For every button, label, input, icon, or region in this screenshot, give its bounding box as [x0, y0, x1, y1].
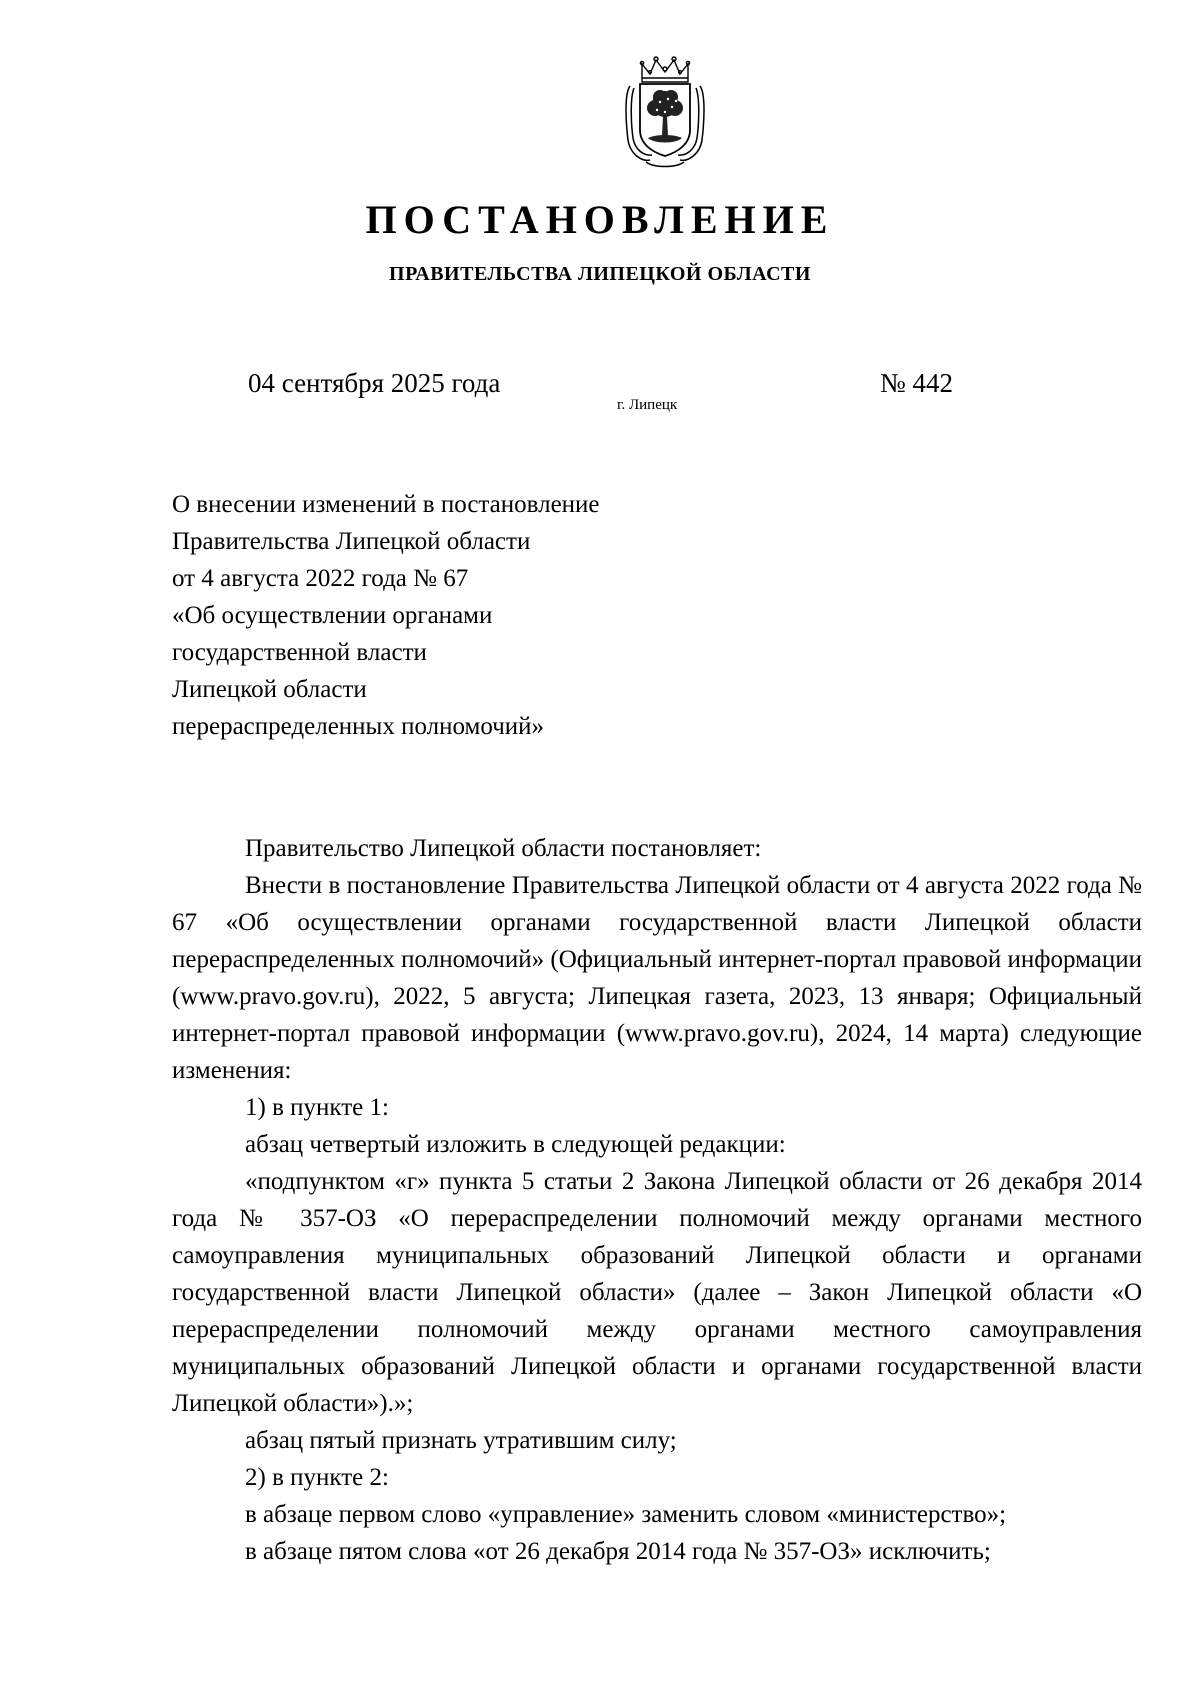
document-title: ПОСТАНОВЛЕНИЕ	[365, 197, 835, 242]
coat-of-arms-emblem	[620, 54, 710, 174]
body-paragraph: в абзаце пятом слова «от 26 декабря 2014 года № 357-ОЗ» исключить;	[245, 1538, 991, 1565]
body-paragraph: в абзаце первом слово «управление» заменить словом «министерство»;	[245, 1501, 1007, 1528]
document-issuer: ПРАВИТЕЛЬСТВА ЛИПЕЦКОЙ ОБЛАСТИ	[389, 263, 811, 285]
subject-line: «Об осуществлении органами	[172, 602, 493, 629]
document-body	[172, 830, 1142, 1570]
coat-of-arms-icon	[620, 54, 710, 174]
subject-line: О внесении изменений в постановление	[172, 491, 600, 518]
subject-line: Липецкой области	[172, 676, 367, 703]
document-number: № 442	[880, 368, 954, 398]
subject-line: от 4 августа 2022 года № 67	[172, 565, 469, 592]
body-paragraph: 2) в пункте 2:	[245, 1464, 389, 1491]
body-paragraph: «подпунктом «г» пункта 5 статьи 2 Закона Липецкой области от 26 декабря 2014 года № 357-ОЗ «О перераспределении полномочий между органами местного самоуправления муниципальных образований Липецкой области и органами государственной власти Липецкой области» (далее – Закон Липецкой области «О перераспределении полномочий между органами местного самоуправления муниципальных образований Липецкой области и органами государственной власти Липецкой области»).»;	[172, 1168, 1142, 1417]
subject-line: Правительства Липецкой области	[172, 528, 531, 555]
body-paragraph: Внести в постановление Правительства Липецкой области от 4 августа 2022 года № 67 «Об осуществлении органами государственной власти Липецкой области перераспределенных полномочий» (Официальный интернет-портал правовой информации (www.pravo.gov.ru), 2022, 5 августа; Липецкая газета, 2023, 13 января; Официальный интернет-портал правовой информации (www.pravo.gov.ru), 2024, 14 марта) следующие изменения:	[172, 872, 1142, 1084]
document-city: г. Липецк	[617, 397, 678, 413]
subject-line: перераспределенных полномочий»	[172, 713, 545, 740]
document-subject	[172, 486, 600, 745]
body-paragraph: абзац четвертый изложить в следующей редакции:	[245, 1131, 786, 1158]
body-paragraph: абзац пятый признать утратившим силу;	[245, 1427, 677, 1454]
body-paragraph: 1) в пункте 1:	[245, 1094, 389, 1121]
document-date: 04 сентября 2025 года	[248, 368, 501, 398]
body-paragraph: Правительство Липецкой области постановляет:	[245, 835, 762, 862]
subject-line: государственной власти	[172, 639, 427, 666]
